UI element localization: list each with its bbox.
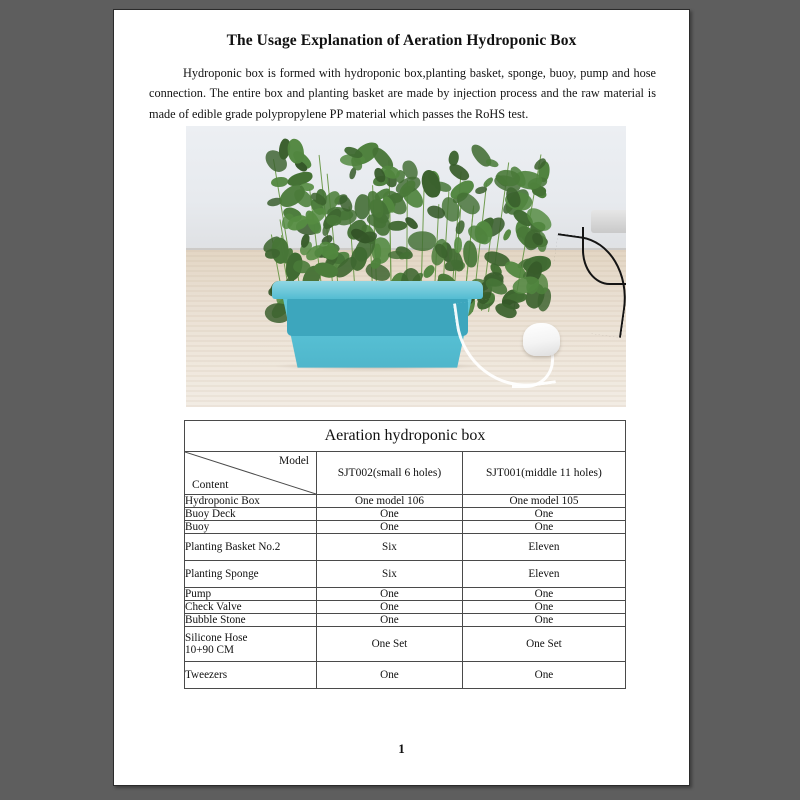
row-value-small: One: [317, 588, 463, 601]
page-title: The Usage Explanation of Aeration Hydroponic Box: [226, 32, 577, 49]
table-row: [185, 627, 626, 662]
plant-leaf: [502, 229, 513, 242]
row-value-middle: One Set: [462, 627, 625, 662]
row-item-name: Pump: [185, 588, 317, 601]
row-value-small: One model 106: [317, 495, 463, 508]
row-value-small: One: [317, 601, 463, 614]
row-item-name: Silicone Hose 10+90 CM: [185, 627, 317, 662]
row-value-middle: One: [462, 614, 625, 627]
row-value-small: Six: [317, 534, 463, 561]
row-item-name: Tweezers: [185, 662, 317, 689]
header-content-label: Content: [192, 479, 229, 491]
hydroponic-box: [272, 281, 483, 368]
table-header-row: [185, 452, 626, 495]
plant-leaf: [286, 138, 304, 164]
plant-leaf: [271, 177, 289, 188]
table-caption-row: [185, 421, 626, 452]
row-item-name: Hydroponic Box: [185, 495, 317, 508]
row-value-middle: One: [462, 521, 625, 534]
row-value-middle: One: [462, 508, 625, 521]
header-model-label: Model: [278, 455, 309, 467]
row-value-small: One: [317, 614, 463, 627]
table-row: [185, 561, 626, 588]
table-row: [185, 662, 626, 689]
box-rim: [272, 281, 483, 299]
table-row: [185, 588, 626, 601]
table-row: [185, 508, 626, 521]
row-item-name: Check Valve: [185, 601, 317, 614]
page-number: 1: [398, 741, 405, 756]
plant-leaf: [463, 241, 478, 268]
plant-leaf: [388, 221, 407, 231]
row-value-middle: One: [462, 601, 625, 614]
table-row: [185, 614, 626, 627]
row-item-name-second-line: 10+90 CM: [185, 644, 234, 656]
specification-table: [184, 420, 626, 689]
row-item-name: Planting Basket No.2: [185, 534, 317, 561]
row-value-small: One: [317, 662, 463, 689]
row-value-small: One Set: [317, 627, 463, 662]
row-item-name: Buoy: [185, 521, 317, 534]
document-page: [113, 9, 690, 786]
plant-leaf: [453, 236, 463, 253]
row-value-middle: Eleven: [462, 534, 625, 561]
plant-leaf: [454, 219, 467, 235]
table-row: [185, 495, 626, 508]
row-value-middle: One model 105: [462, 495, 625, 508]
row-value-small: One: [317, 508, 463, 521]
row-item-name: Bubble Stone: [185, 614, 317, 627]
product-photo: [186, 126, 626, 407]
header-column-small: SJT002(small 6 holes): [317, 452, 463, 495]
header-corner-cell: [185, 452, 317, 495]
header-column-middle: SJT001(middle 11 holes): [462, 452, 625, 495]
table-row: [185, 601, 626, 614]
row-value-small: One: [317, 521, 463, 534]
row-value-middle: One: [462, 588, 625, 601]
intro-paragraph: Hydroponic box is formed with hydroponic box,planting basket, sponge, buoy, pump and hose connection. The entire box and planting basket are made by injection process and the raw material is made of edible grade polypropylene PP material which passes the RoHS test.: [149, 66, 656, 121]
table-row: [185, 521, 626, 534]
plant-leaf: [485, 158, 499, 169]
row-item-name: Planting Sponge: [185, 561, 317, 588]
box-rim-inner: [287, 296, 469, 336]
row-value-middle: Eleven: [462, 561, 625, 588]
row-value-middle: One: [462, 662, 625, 689]
row-item-name: Buoy Deck: [185, 508, 317, 521]
row-value-small: Six: [317, 561, 463, 588]
table-row: [185, 534, 626, 561]
table-caption: Aeration hydroponic box: [185, 421, 626, 452]
